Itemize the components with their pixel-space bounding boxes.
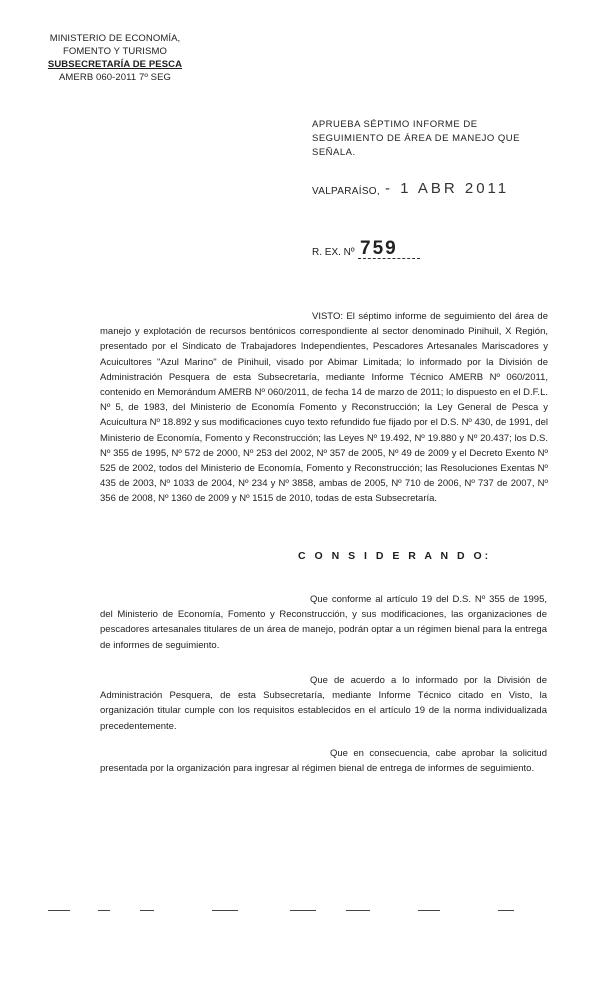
- visto-paragraph: VISTO: El séptimo informe de seguimiento del área de manejo y explotación de recursos bentónicos correspondiente al sector denominado Pinihuil, X Región, presentado por el Sindicato de Trabajadores Independientes, Pescadores Artesanales Mariscadores y Acuicultores "Azul Marino" de Pinihuil, visado por Abimar Limitada; lo informado por la División de Administración Pesquera de esta Subsecretaría, mediante Informe Técnico AMERB Nº 060/2011, contenido en Memorándum AMERB Nº 060/2011, de fecha 14 de marzo de 2011; lo dispuesto en el D.F.L. Nº 5, de 1983, del Ministerio de Economía Fomento y Reconstrucción; la Ley General de Pesca y Acuicultura Nº 18.892 y sus modificaciones cuyo texto refundido fue fijado por el D.S. Nº 430, de 1991, del Ministerio de Economía, Fomento y Reconstrucción; las Leyes Nº 19.492, Nº 19.880 y Nº 20.437; los D.S. Nº 355 de 1995, Nº 572 de 2000, Nº 253 del 2002, Nº 357 de 2005, Nº 49 de 2009 y el Decreto Exento Nº 525 de 2002, todos del Ministerio de Economía, Fomento y Reconstrucción; las Resoluciones Exentas Nº 435 de 2003, Nº 1033 de 2004, Nº 234 y Nº 3858, ambas de 2005, Nº 710 de 2006, Nº 737 de 2007, Nº 356 de 2008, Nº 1360 de 2009 y Nº 1515 de 2010, todas de esta Subsecretaría.: [100, 311, 548, 505]
- document-subject: APRUEBA SÉPTIMO INFORME DE SEGUIMIENTO DE ÁREA DE MANEJO QUE SEÑALA.: [312, 119, 520, 158]
- scan-mark: [346, 910, 370, 911]
- letterhead: [40, 32, 190, 84]
- considerando-paragraph-1: Que conforme al artículo 19 del D.S. Nº 355 de 1995, del Ministerio de Economía, Fomento y Reconstrucción, y sus modificaciones, las organizaciones de pescadores artesanales titulares de un área de manejo, podrán optar a un régimen bienal para la entrega de informes de seguimiento.: [100, 594, 547, 651]
- scan-mark: [418, 910, 440, 911]
- resolution-label: R. EX. Nº: [312, 247, 355, 258]
- letterhead-ministry-sub: FOMENTO Y TURISMO: [63, 46, 167, 57]
- resolution-number: 759: [360, 238, 398, 259]
- considerando-paragraph-2: Que de acuerdo a lo informado por la División de Administración Pesquera, de esta Subsecretaría, mediante Informe Técnico citado en Visto, la organización titular cumple con los requisitos establecidos en el artículo 19 de la norma individualizada precedentemente.: [100, 675, 547, 732]
- scan-mark: [98, 910, 110, 911]
- letterhead-subsecretaria: SUBSECRETARÍA DE PESCA: [47, 59, 183, 70]
- scan-mark: [48, 910, 70, 911]
- considerando-paragraph-3: Que en consecuencia, cabe aprobar la solicitud presentada por la organización para ingresar al régimen bienal de entrega de informes de seguimiento.: [100, 748, 547, 775]
- date-stamp: - 1 ABR 2011: [385, 180, 510, 197]
- resolution-underline: [358, 258, 420, 259]
- letterhead-ministry: MINISTERIO DE ECONOMÍA,: [49, 33, 181, 44]
- letterhead-file-ref: AMERB 060-2011 7º SEG: [58, 72, 172, 83]
- scan-mark: [212, 910, 238, 911]
- scan-mark: [140, 910, 154, 911]
- scan-mark: [290, 910, 316, 911]
- scan-mark: [498, 910, 514, 911]
- considerando-heading: C O N S I D E R A N D O:: [298, 550, 492, 562]
- place-label: VALPARAÍSO,: [312, 186, 380, 197]
